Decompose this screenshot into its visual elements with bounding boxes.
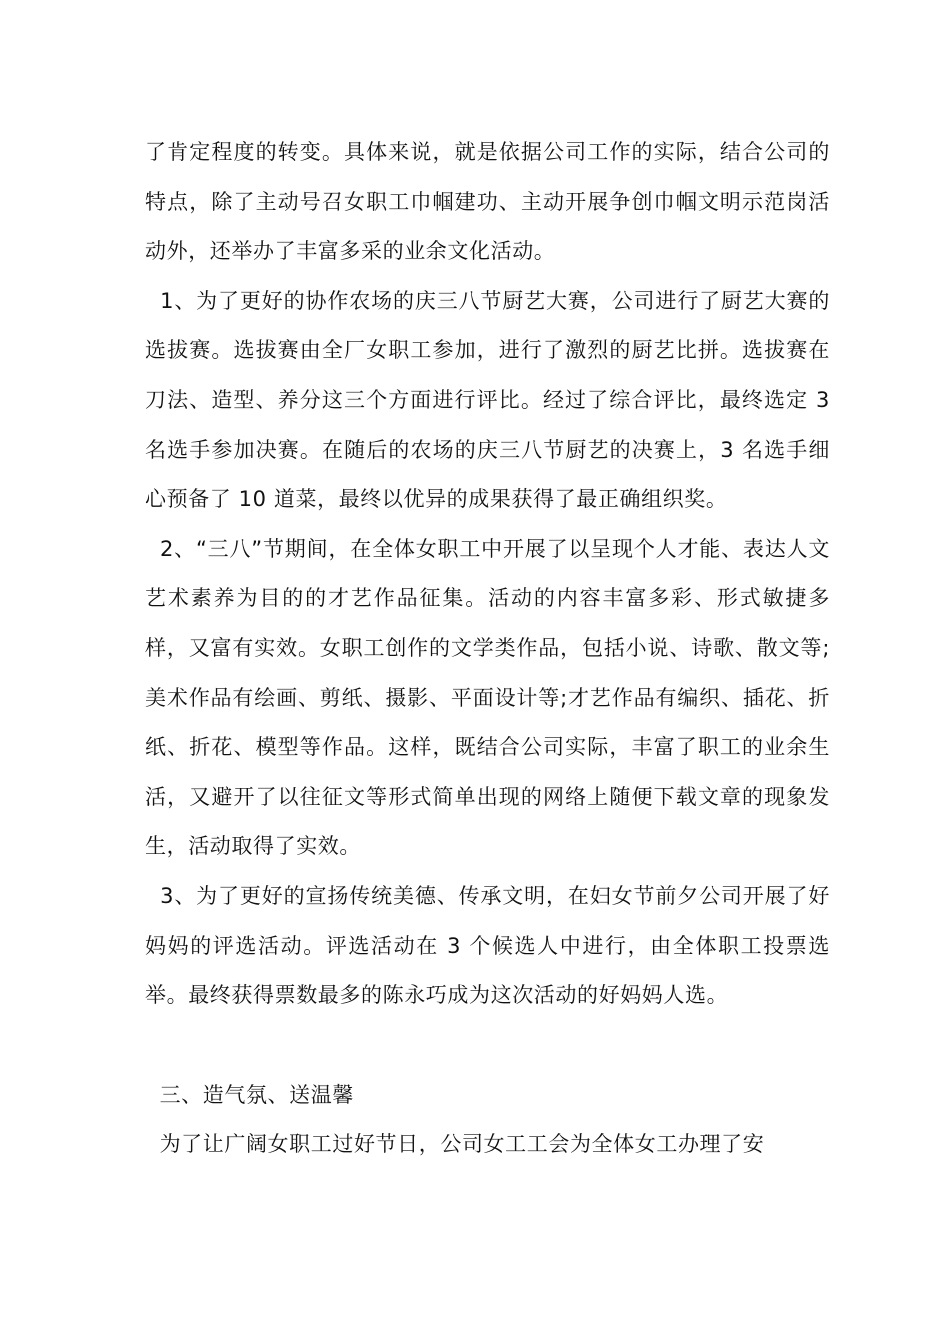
- paragraph-intro: 了肯定程度的转变。具体来说，就是依据公司工作的实际，结合公司的特点，除了主动号召女职工巾帼建功、主动开展争创巾帼文明示范岗活动外，还举办了丰富多采的业余文化活动。: [145, 140, 830, 264]
- document-body: [145, 128, 838, 1170]
- section-heading: 三、造气氛、送温馨: [145, 1082, 354, 1107]
- paragraph-item-1: 1、为了更好的协作农场的庆三八节厨艺大赛，公司进行了厨艺大赛的选拔赛。选拔赛由全厂女职工参加，进行了激烈的厨艺比拼。选拔赛在刀法、造型、养分这三个方面进行评比。经过了综合评比，最终选定 3 名选手参加决赛。在随后的农场的庆三八节厨艺的决赛上，3 名选手细心预备了 10 道菜，最终以优异的成果获得了最正确组织奖。: [145, 288, 838, 512]
- section-spacer: [145, 1021, 830, 1071]
- paragraph-section-3-start: 为了让广阔女职工过好节日，公司女工工会为全体女工办理了安: [145, 1132, 765, 1157]
- paragraph-item-2: 2、“三八”节期间，在全体女职工中开展了以呈现个人才能、表达人文艺术素养为目的的才艺作品征集。活动的内容丰富多彩、形式敏捷多样，又富有实效。女职工创作的文学类作品，包括小说、诗歌、散文等;美术作品有绘画、剪纸、摄影、平面设计等;才艺作品有编织、插花、折纸、折花、模型等作品。这样，既结合公司实际，丰富了职工的业余生活，又避开了以往征文等形式简单出现的网络上随便下载文章的现象发生，活动取得了实效。: [145, 536, 830, 859]
- paragraph-item-3: 3、为了更好的宣扬传统美德、传承文明，在妇女节前夕公司开展了好妈妈的评选活动。评选活动在 3 个候选人中进行，由全体职工投票选举。最终获得票数最多的陈永巧成为这次活动的好妈妈人选。: [145, 883, 830, 1008]
